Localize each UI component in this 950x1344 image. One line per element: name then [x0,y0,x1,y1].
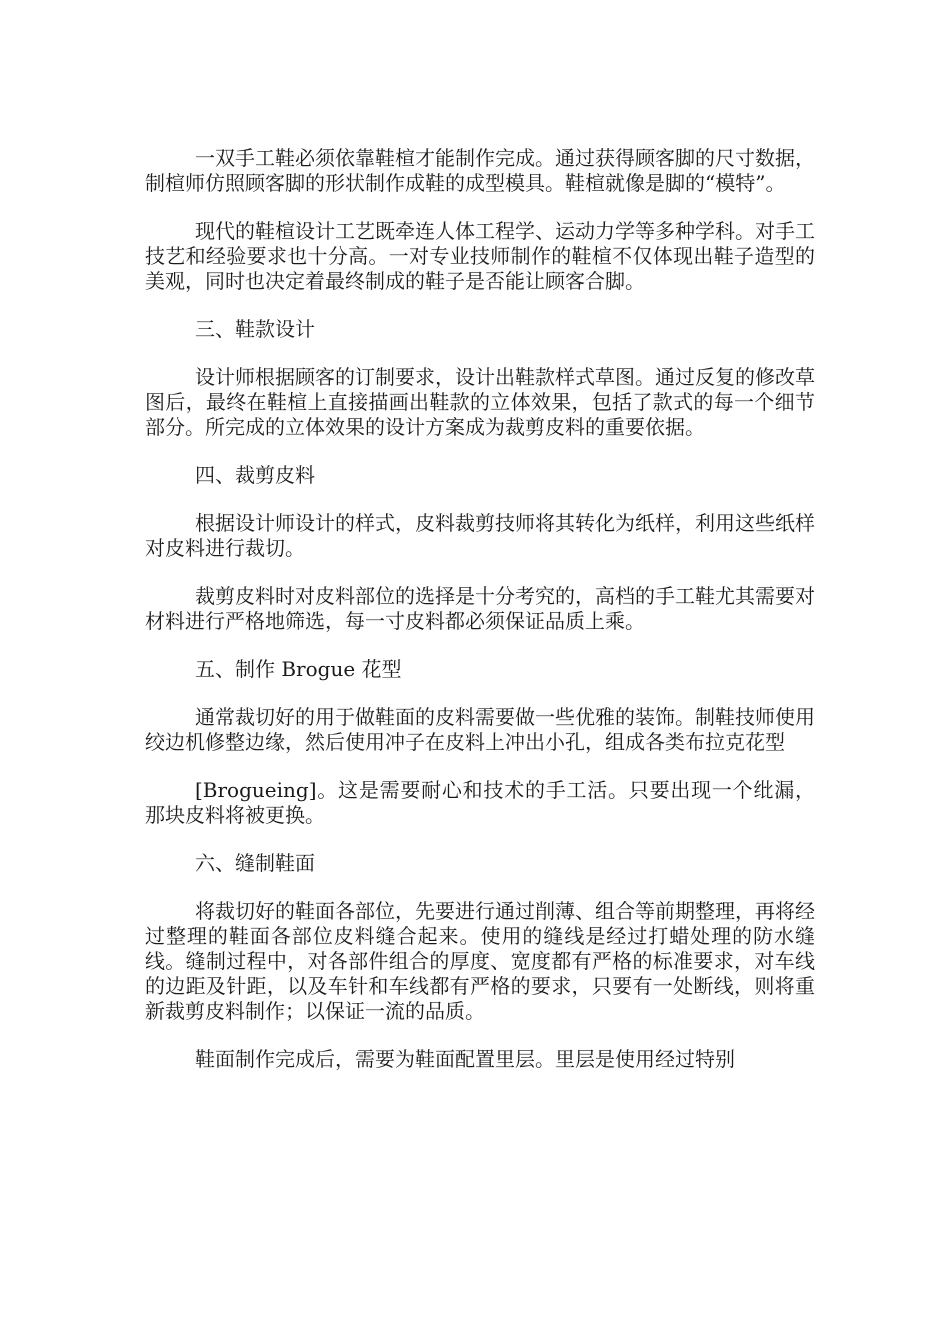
section-heading-stitch-upper: 六、缝制鞋面 [195,851,315,875]
section-heading-shoe-design: 三、鞋款设计 [195,317,315,341]
paragraph-paper-pattern: 根据设计师设计的样式，皮料裁剪技师将其转化为纸样，利用这些纸样对皮料进行裁切。 [145,511,815,560]
paragraph-leather-selection: 裁剪皮料时对皮料部位的选择是十分考究的，高档的手工鞋尤其需要对材料进行严格地筛选，每一寸皮料都必须保证品质上乘。 [145,584,815,633]
paragraph-shoe-last-intro: 一双手工鞋必须依靠鞋楦才能制作完成。通过获得顾客脚的尺寸数据，制楦师仿照顾客脚的形状制作成鞋的成型模具。鞋楦就像是脚的“模特”。 [145,146,815,195]
section-heading-cut-leather: 四、裁剪皮料 [195,463,315,487]
paragraph-shoe-design: 设计师根据顾客的订制要求，设计出鞋款样式草图。通过反复的修改草图后，最终在鞋楦上直接描画出鞋款的立体效果，包括了款式的每一个细节部分。所完成的立体效果的设计方案成为裁剪皮料的重要依据。 [145,365,815,439]
section-heading-brogue: 五、制作 Brogue 花型 [195,657,402,681]
paragraph-stitching-process: 将裁切好的鞋面各部位，先要进行通过削薄、组合等前期整理，再将经过整理的鞋面各部位皮料缝合起来。使用的缝线是经过打蜡处理的防水缝线。缝制过程中，对各部件组合的厚度、宽度都有严格的标准要求，对车线的边距及针距，以及车针和车线都有严格的要求，只要有一处断线，则将重新裁剪皮料制作；以保证一流的品质。 [145,899,815,1023]
paragraph-brogue-decoration: 通常裁切好的用于做鞋面的皮料需要做一些优雅的装饰。制鞋技师使用绞边机修整边缘，然后使用冲子在皮料上冲出小孔，组成各类布拉克花型 [145,705,815,754]
paragraph-lining: 鞋面制作完成后，需要为鞋面配置里层。里层是使用经过特别 [195,1047,735,1071]
paragraph-brogueing: [Brogueing]。这是需要耐心和技术的手工活。只要出现一个纰漏，那块皮料将被更换。 [145,778,815,827]
document-body [145,146,815,1095]
paragraph-shoe-last-design: 现代的鞋楦设计工艺既牵连人体工程学、运动力学等多种学科。对手工技艺和经验要求也十分高。一对专业技师制作的鞋楦不仅体现出鞋子造型的美观，同时也决定着最终制成的鞋子是否能让顾客合脚。 [145,219,815,293]
